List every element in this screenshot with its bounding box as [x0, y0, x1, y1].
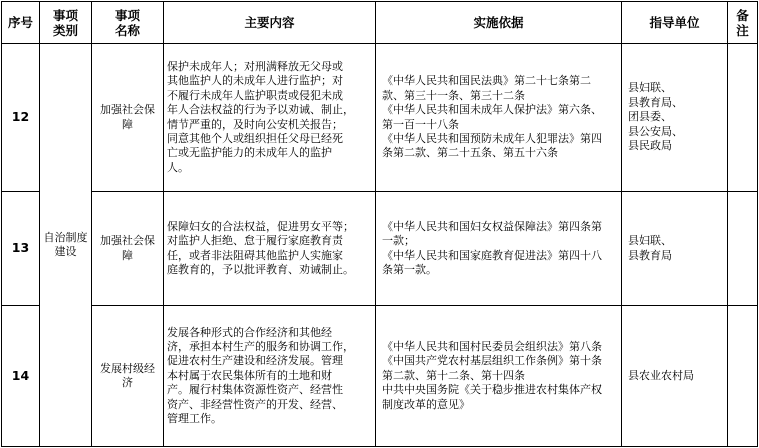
basis-line: 第二款、第十二条、第十四条: [382, 368, 525, 382]
table-row: [2, 306, 758, 447]
row-basis: [376, 306, 622, 447]
row-content: [164, 44, 376, 192]
content-line: 人。: [167, 160, 189, 174]
unit-line: 县教育局: [628, 248, 672, 262]
basis-line: 《中国共产党农村基层组织工作条例》第十条: [382, 354, 602, 368]
row-seq: 12: [2, 44, 40, 192]
content-line: 亡或无监护能力的未成年人的监护: [167, 146, 332, 160]
row-unit: [622, 44, 728, 192]
content-line: 资产、非经营性资产的开发、经营、: [167, 397, 343, 411]
basis-line: 第一百一十八条: [382, 117, 459, 131]
unit-line: 县妇联、: [628, 234, 672, 248]
unit-line: 团县委、: [628, 110, 672, 124]
basis-line: 条第一款。: [382, 262, 437, 276]
row-basis: [376, 192, 622, 306]
unit-line: 县农业农村局: [628, 368, 694, 382]
row-name: [92, 44, 164, 192]
basis-line: 款、第三十一条、第三十二条: [382, 88, 525, 102]
row-seq: 13: [2, 192, 40, 306]
content-line: 管理工作。: [167, 412, 222, 426]
content-line: 本村属于农民集体所有的土地和财: [167, 368, 332, 382]
basis-line: 中共中央国务院《关于稳步推进农村集体产权: [382, 383, 602, 397]
row-seq: 14: [2, 306, 40, 447]
content-line: 其他监护人的未成年人进行监护；对: [167, 74, 343, 88]
name-line: 障: [122, 248, 133, 262]
header-name-line: 名称: [114, 22, 140, 38]
header-seq: 序号: [2, 2, 40, 44]
basis-line: 《中华人民共和国妇女权益保障法》第四条第: [382, 219, 602, 233]
header-unit: 指导单位: [622, 2, 728, 44]
table-row: [2, 192, 758, 306]
unit-line: 县妇联、: [628, 81, 672, 95]
name-line: 加强社会保: [100, 234, 155, 248]
content-line: 同意其他个人或组织担任父母已经死: [167, 131, 343, 145]
header-remark-line: 备: [736, 7, 749, 23]
row-unit: [622, 306, 728, 447]
basis-line: 一款；: [382, 234, 415, 248]
content-line: 促进农村生产建设和经济发展。管理: [167, 354, 343, 368]
content-line: 年人合法权益的行为予以劝诫、制止，: [167, 103, 354, 117]
content-line: 任，或者非法阻碍其他监护人实施家: [167, 248, 343, 262]
header-name: [92, 2, 164, 44]
content-line: 产。履行村集体资源性资产、经营性: [167, 383, 343, 397]
unit-line: 县教育局、: [628, 95, 683, 109]
basis-line: 《中华人民共和国预防未成年人犯罪法》第四: [382, 131, 602, 145]
header-name-line: 事项: [114, 7, 140, 23]
basis-line: 《中华人民共和国未成年人保护法》第六条、: [382, 103, 602, 117]
row-content: [164, 306, 376, 447]
content-line: 保障妇女的合法权益，促进男女平等；: [167, 219, 354, 233]
items-table: [1, 1, 758, 447]
basis-line: 制度改革的意见》: [382, 397, 470, 411]
name-line: 济: [122, 376, 133, 389]
basis-line: 《中华人民共和国村民委员会组织法》第八条: [382, 339, 602, 353]
table-row: [2, 44, 758, 192]
unit-line: 县民政局: [628, 139, 672, 153]
content-line: 发展各种形式的合作经济和其他经: [167, 325, 332, 339]
content-line: 庭教育的，予以批评教育、劝诫制止。: [167, 262, 354, 276]
row-name: [92, 192, 164, 306]
header-category-line: 事项: [52, 7, 78, 23]
header-basis: 实施依据: [376, 2, 622, 44]
row-name: [92, 306, 164, 447]
basis-line: 条第二款、第二十五条、第五十六条: [382, 146, 558, 160]
basis-line: 《中华人民共和国民法典》第二十七条第二: [382, 74, 591, 88]
row-remark: [728, 192, 758, 306]
row-unit: [622, 192, 728, 306]
header-remark: [728, 2, 758, 44]
name-line: 加强社会保: [100, 103, 155, 117]
content-line: 济，承担本村生产的服务和协调工作，: [167, 339, 354, 353]
row-basis: [376, 44, 622, 192]
category-line: 建设: [54, 245, 77, 258]
content-line: 情节严重的，及时向公安机关报告；: [167, 117, 343, 131]
unit-line: 县公安局、: [628, 124, 683, 138]
row-category: [40, 44, 92, 447]
basis-line: 《中华人民共和国家庭教育促进法》第四十八: [382, 248, 602, 262]
content-line: 对监护人拒绝、怠于履行家庭教育责: [167, 234, 343, 248]
header-row: [2, 2, 758, 44]
row-remark: [728, 306, 758, 447]
row-remark: [728, 44, 758, 192]
header-category-line: 类别: [52, 22, 78, 38]
header-remark-line: 注: [736, 22, 749, 38]
name-line: 发展村级经: [100, 361, 155, 375]
category-line: 自治制度: [43, 230, 88, 244]
content-line: 不履行未成年人监护职责或侵犯未成: [167, 88, 343, 102]
header-category: [40, 2, 92, 44]
name-line: 障: [122, 117, 133, 131]
row-content: [164, 192, 376, 306]
header-content: 主要内容: [164, 2, 376, 44]
content-line: 保护未成年人；对刑满释放无父母或: [167, 59, 343, 73]
